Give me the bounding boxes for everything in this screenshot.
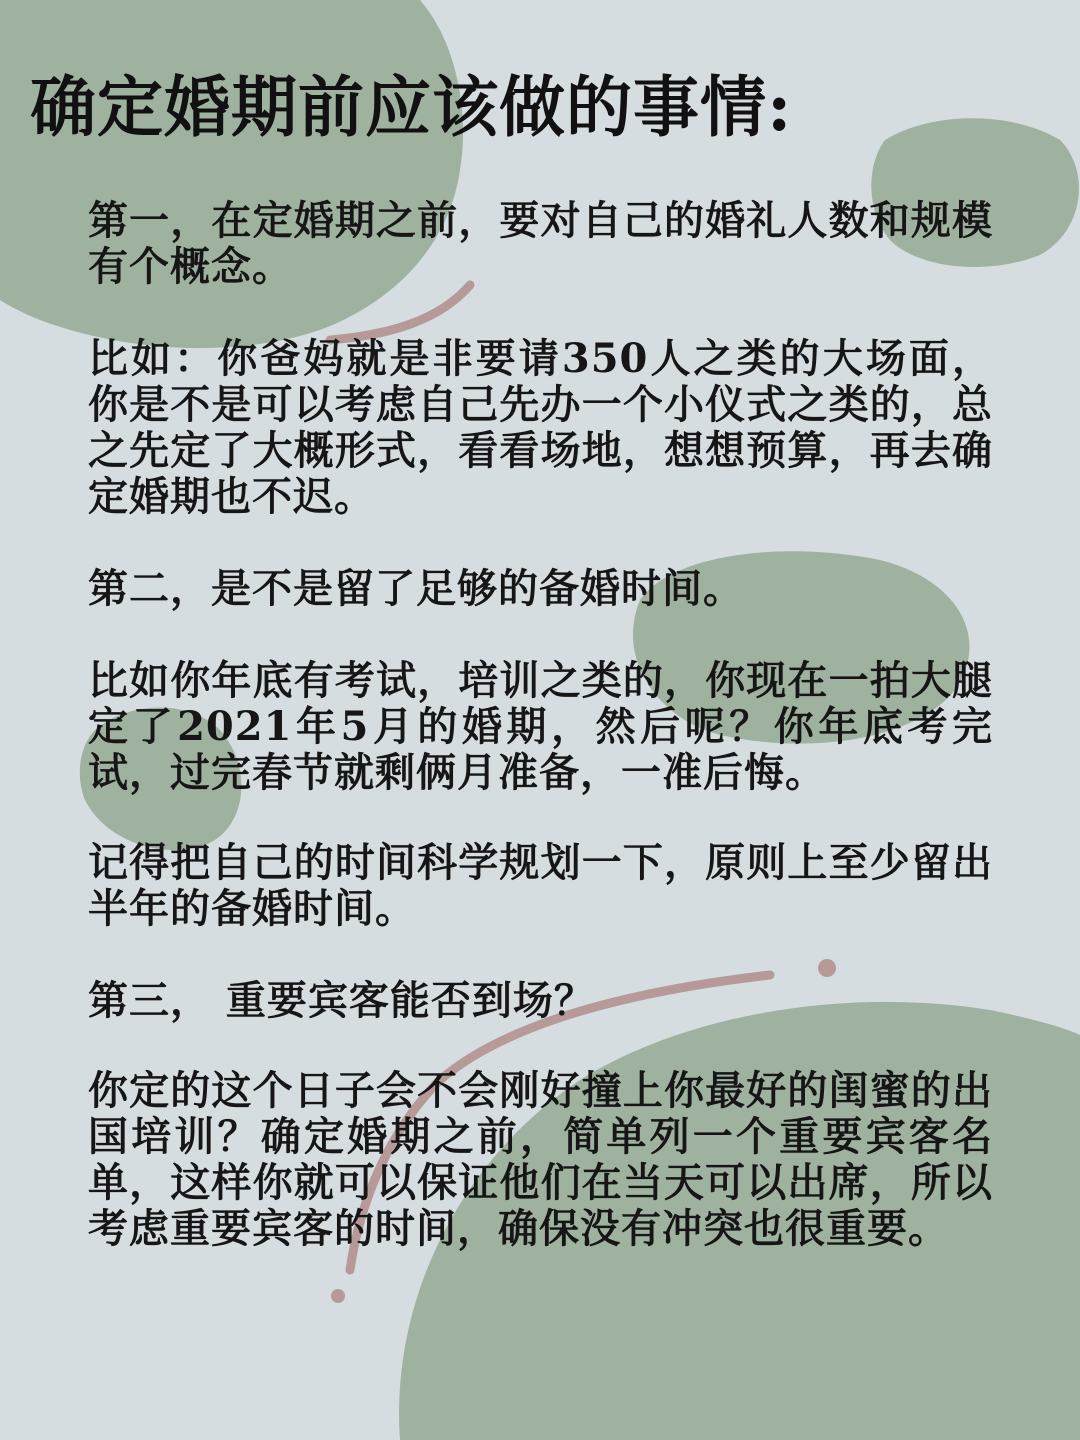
paragraph-example-two: 比如你年底有考试，培训之类的，你现在一拍大腿定了2021年5月的婚期，然后呢？你年底考完试，过完春节就剩俩月准备，一准后悔。: [88, 657, 993, 796]
paragraph-example-three: 你定的这个日子会不会刚好撞上你最好的闺蜜的出国培训？确定婚期之前，简单列一个重要宾客名单，这样你就可以保证他们在当天可以出席，所以考虑重要宾客的时间，确保没有冲突也很重要。: [88, 1067, 993, 1252]
paragraph-advice-two: 记得把自己的时间科学规划一下，原则上至少留出半年的备婚时间。: [88, 839, 993, 932]
paragraph-point-one: 第一，在定婚期之前，要对自己的婚礼人数和规模有个概念。: [88, 197, 993, 290]
paragraph-point-two: 第二，是不是留了足够的备婚时间。: [88, 565, 744, 612]
paragraph-example-one: 比如：你爸妈就是非要请350人之类的大场面，你是不是可以考虑自己先办一个小仪式之类的，总之先定了大概形式，看看场地，想想预算，再去确定婚期也不迟。: [88, 335, 993, 520]
page-title: 确定婚期前应该做的事情:: [30, 68, 793, 146]
paragraph-point-three: 第三， 重要宾客能否到场？: [88, 977, 595, 1024]
